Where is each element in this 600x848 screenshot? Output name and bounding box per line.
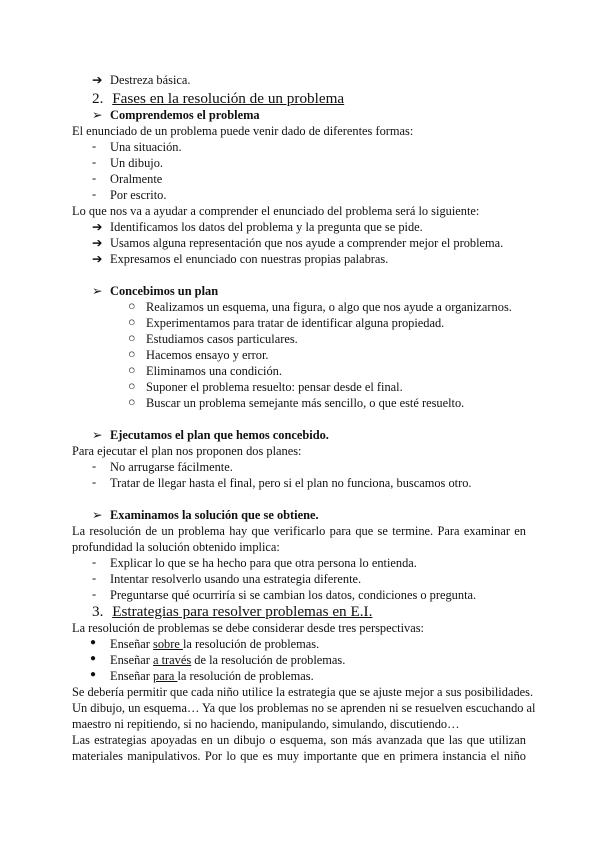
heading-number: 2. bbox=[92, 90, 104, 107]
list-item bbox=[110, 636, 319, 652]
arrow-bullet-icon: ➔ bbox=[92, 220, 103, 234]
dash-bullet: - bbox=[92, 139, 97, 153]
list-item bbox=[110, 652, 345, 668]
list-item-text: Enseñar bbox=[110, 637, 154, 651]
bullet-dot-icon: ● bbox=[90, 653, 97, 664]
circle-bullet-icon: ○ bbox=[128, 331, 136, 345]
list-item: Suponer el problema resuelto: pensar desde el final. bbox=[146, 380, 403, 394]
dash-bullet: - bbox=[92, 475, 97, 489]
list-item: Hacemos ensayo y error. bbox=[146, 348, 269, 362]
paragraph: Para ejecutar el plan nos proponen dos planes: bbox=[72, 444, 302, 458]
paragraph: Se debería permitir que cada niño utilice la estrategia que se ajuste mejor a sus posibilidades. bbox=[72, 685, 534, 699]
paragraph: profundidad la solución obtenido implica: bbox=[72, 540, 280, 554]
circle-bullet-icon: ○ bbox=[128, 379, 136, 393]
dash-bullet: - bbox=[92, 571, 97, 585]
list-item: Buscar un problema semejante más sencillo, o que esté resuelto. bbox=[146, 396, 465, 410]
circle-bullet-icon: ○ bbox=[128, 395, 136, 409]
list-item: Estudiamos casos particulares. bbox=[146, 332, 298, 346]
circle-bullet-icon: ○ bbox=[128, 299, 136, 313]
arrowhead-bullet-icon: ➢ bbox=[92, 108, 103, 122]
paragraph: La resolución de problemas se debe considerar desde tres perspectivas: bbox=[72, 621, 424, 635]
section-heading-estrategias bbox=[92, 602, 372, 621]
arrow-bullet-icon: ➔ bbox=[92, 236, 103, 250]
list-item-text: la resolución de problemas. bbox=[177, 669, 314, 683]
dash-bullet: - bbox=[92, 171, 97, 185]
circle-bullet-icon: ○ bbox=[128, 315, 136, 329]
arrowhead-bullet-icon: ➢ bbox=[92, 428, 103, 442]
list-item: Preguntarse qué ocurriría si se cambian los datos, condiciones o pregunta. bbox=[110, 588, 477, 602]
paragraph: El enunciado de un problema puede venir dado de diferentes formas: bbox=[72, 124, 414, 138]
subheading-ejecutamos: Ejecutamos el plan que hemos concebido. bbox=[110, 428, 329, 442]
list-item: Usamos alguna representación que nos ayude a comprender mejor el problema. bbox=[110, 236, 504, 250]
subheading-comprendemos: Comprendemos el problema bbox=[110, 108, 260, 122]
underlined-word: a través bbox=[153, 653, 192, 667]
list-item: Intentar resolverlo usando una estrategia diferente. bbox=[110, 572, 362, 586]
dash-bullet: - bbox=[92, 155, 97, 169]
list-item: Expresamos el enunciado con nuestras propias palabras. bbox=[110, 252, 389, 266]
heading-number: 3. bbox=[92, 603, 104, 620]
list-item-text: de la resolución de problemas. bbox=[191, 653, 346, 667]
bullet-dot-icon: ● bbox=[90, 669, 97, 680]
list-item: Una situación. bbox=[110, 140, 182, 154]
heading-title: Fases en la resolución de un problema bbox=[112, 90, 345, 107]
arrowhead-bullet-icon: ➢ bbox=[92, 508, 103, 522]
section-heading-fases bbox=[92, 89, 344, 108]
subheading-concebimos: Concebimos un plan bbox=[110, 284, 219, 298]
list-item: Un dibujo. bbox=[110, 156, 164, 170]
arrow-bullet-icon: ➔ bbox=[92, 252, 103, 266]
list-item: Destreza básica. bbox=[110, 73, 191, 87]
bullet-dot-icon: ● bbox=[90, 637, 97, 648]
underlined-word: sobre bbox=[153, 637, 183, 651]
paragraph: maestro ni repitiendo, si no haciendo, manipulando, simulando, discutiendo… bbox=[72, 717, 460, 731]
list-item: Por escrito. bbox=[110, 188, 167, 202]
list-item-text: la resolución de problemas. bbox=[182, 637, 320, 651]
list-item: No arrugarse fácilmente. bbox=[110, 460, 233, 474]
list-item-text: Enseñar bbox=[110, 653, 154, 667]
dash-bullet: - bbox=[92, 459, 97, 473]
list-item: Experimentamos para tratar de identificar alguna propiedad. bbox=[146, 316, 445, 330]
dash-bullet: - bbox=[92, 587, 97, 601]
paragraph: La resolución de un problema hay que verificarlo para que se termine. Para examinar en bbox=[72, 524, 526, 538]
list-item: Explicar lo que se ha hecho para que otra persona lo entienda. bbox=[110, 556, 417, 570]
dash-bullet: - bbox=[92, 187, 97, 201]
paragraph: Lo que nos va a ayudar a comprender el enunciado del problema será lo siguiente: bbox=[72, 204, 480, 218]
arrow-bullet-icon: ➔ bbox=[92, 73, 103, 87]
underlined-word: para bbox=[153, 669, 178, 683]
circle-bullet-icon: ○ bbox=[128, 347, 136, 361]
arrowhead-bullet-icon: ➢ bbox=[92, 284, 103, 298]
list-item: Identificamos los datos del problema y la pregunta que se pide. bbox=[110, 220, 423, 234]
list-item: Realizamos un esquema, una figura, o algo que nos ayude a organizarnos. bbox=[146, 300, 512, 314]
circle-bullet-icon: ○ bbox=[128, 363, 136, 377]
list-item-text: Enseñar bbox=[110, 669, 154, 683]
paragraph: Un dibujo, un esquema… Ya que los problemas no se aprenden ni se resuelven escuchando al bbox=[72, 701, 536, 715]
dash-bullet: - bbox=[92, 555, 97, 569]
list-item bbox=[110, 668, 314, 684]
list-item: Oralmente bbox=[110, 172, 163, 186]
list-item: Eliminamos una condición. bbox=[146, 364, 282, 378]
paragraph: Las estrategias apoyadas en un dibujo o esquema, son más avanzada que las que utilizan bbox=[72, 733, 526, 747]
heading-title: Estrategias para resolver problemas en E.I. bbox=[112, 603, 373, 620]
subheading-examinamos: Examinamos la solución que se obtiene. bbox=[110, 508, 319, 522]
paragraph: materiales manipulativos. Por lo que es muy importante que en primera instancia el niño bbox=[72, 749, 526, 763]
list-item: Tratar de llegar hasta el final, pero si el plan no funciona, buscamos otro. bbox=[110, 476, 472, 490]
